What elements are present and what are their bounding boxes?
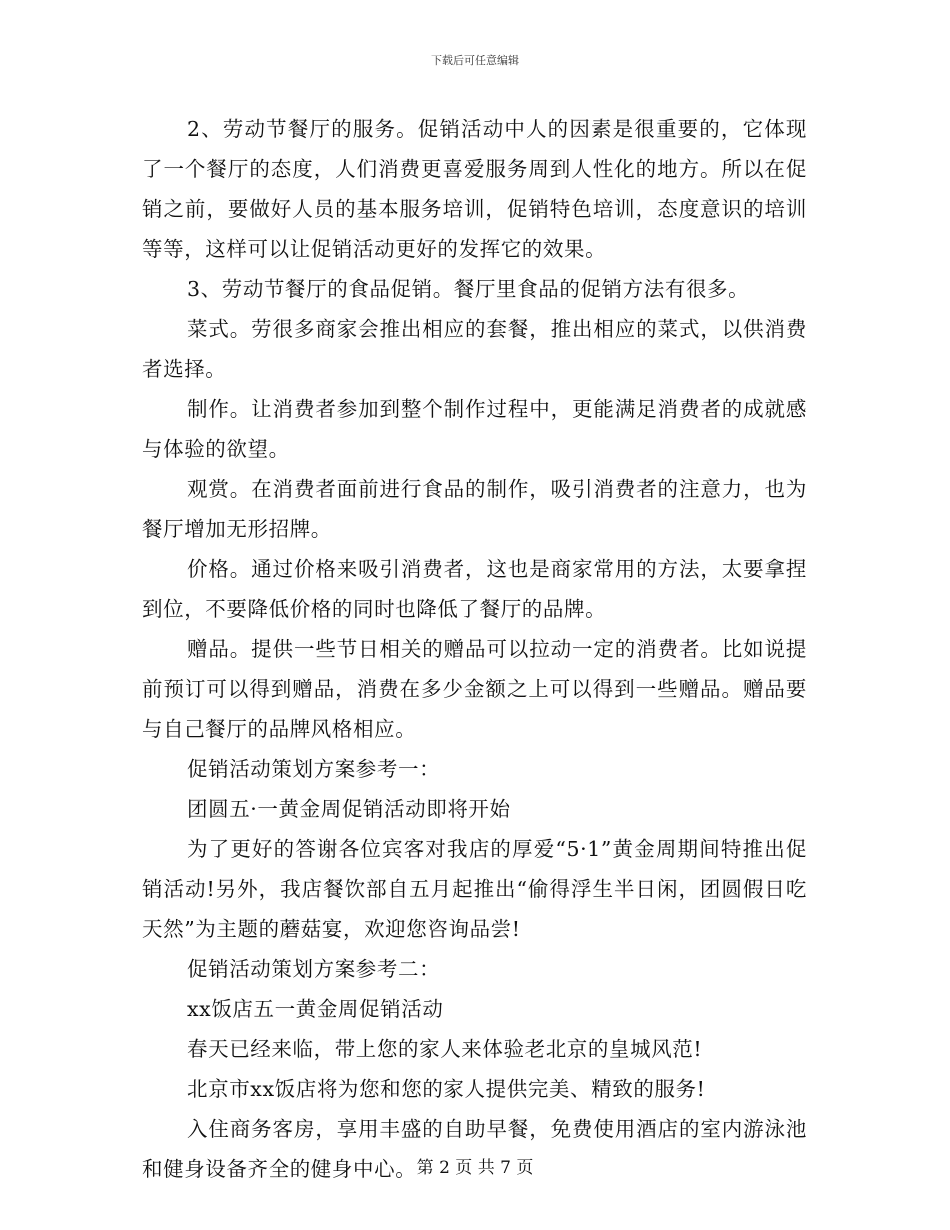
- paragraph-rooms: 入住商务客房，享用丰盛的自助早餐，免费使用酒店的室内游泳池和健身设备齐全的健身中心。: [142, 1117, 807, 1181]
- page-footer: 第 2 页 共 7 页: [416, 1158, 534, 1178]
- paragraph-dishes: 菜式。劳很多商家会推出相应的套餐，推出相应的菜式，以供消费者选择。: [142, 317, 807, 381]
- paragraph-spring: 春天已经来临，带上您的家人来体验老北京的皇城风范!: [187, 1037, 703, 1061]
- paragraph-gifts: 赠品。提供一些节日相关的赠品可以拉动一定的消费者。比如说提前预订可以得到赠品，消费在多少金额之上可以得到一些赠品。赠品要与自己餐厅的品牌风格相应。: [142, 637, 807, 741]
- paragraph-hotel-service: 北京市xx饭店将为您和您的家人提供完美、精致的服务!: [187, 1077, 706, 1101]
- heading-reference-one: 促销活动策划方案参考一：: [187, 757, 441, 781]
- paragraph-price: 价格。通过价格来吸引消费者，这也是商家常用的方法，太要拿捏到位，不要降低价格的同时也降低了餐厅的品牌。: [142, 557, 807, 621]
- heading-reference-two: 促销活动策划方案参考二：: [187, 957, 441, 981]
- paragraph-food-promotion: 3、劳动节餐厅的食品促销。餐厅里食品的促销方法有很多。: [187, 277, 750, 301]
- paragraph-production: 制作。让消费者参加到整个制作过程中，更能满足消费者的成就感与体验的欲望。: [142, 397, 807, 461]
- page-header: 下载后可任意编辑: [431, 54, 519, 67]
- paragraph-thanks: 为了更好的答谢各位宾客对我店的厚爱“5·1”黄金周期间特推出促销活动!另外，我店餐饮部自五月起推出“偷得浮生半日闲，团圆假日吃天然”为主题的蘑菇宴，欢迎您咨询品尝!: [142, 837, 807, 941]
- heading-hotel-promotion: xx饭店五一黄金周促销活动: [187, 997, 444, 1021]
- heading-golden-week: 团圆五·一黄金周促销活动即将开始: [187, 797, 511, 821]
- paragraph-service: 2、劳动节餐厅的服务。促销活动中人的因素是很重要的，它体现了一个餐厅的态度，人们消费更喜爱服务周到人性化的地方。所以在促销之前，要做好人员的基本服务培训，促销特色培训，态度意识的培训等等，这样可以让促销活动更好的发挥它的效果。: [142, 117, 807, 261]
- paragraph-viewing: 观赏。在消费者面前进行食品的制作，吸引消费者的注意力，也为餐厅增加无形招牌。: [142, 477, 807, 541]
- document-body: [142, 109, 807, 1189]
